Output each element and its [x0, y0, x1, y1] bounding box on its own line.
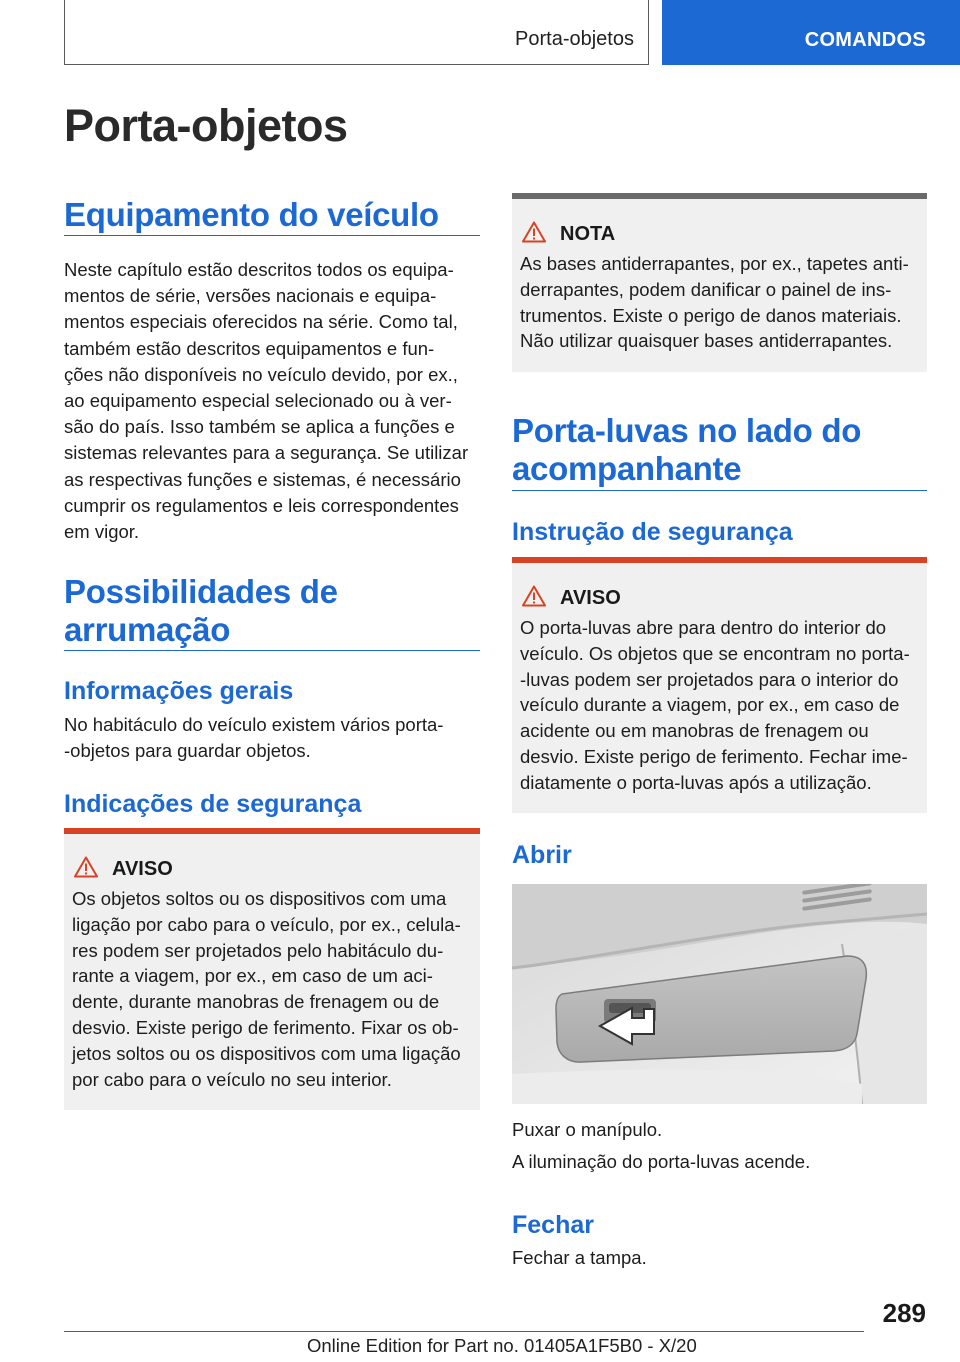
aviso-bar: [512, 557, 927, 563]
abrir-step-1: Puxar o manípulo.: [512, 1119, 663, 1140]
nota-title: NOTA: [560, 223, 616, 245]
heading-equipamento: Equipamento do veículo: [64, 196, 439, 233]
aviso-title: AVISO: [560, 587, 621, 609]
glovebox-photo: [512, 884, 927, 1104]
header-chapter-tab: [662, 0, 960, 65]
fechar-text: Fechar a tampa.: [512, 1247, 647, 1268]
nota-text: As bases antiderrapantes, por ex., tapetes anti‐ derrapantes, podem danificar o painel de ins‐ trumentos. Existe o perigo de danos materiais. Não utilizar quaisquer bases antiderrapantes.: [520, 253, 909, 352]
header-section-tab: [64, 0, 649, 65]
page-number: 289: [882, 1298, 926, 1328]
header-section-label: Porta-objetos: [515, 28, 634, 50]
informacoes-paragraph: No habitáculo do veículo existem vários porta‐ ‐objetos para guardar objetos.: [64, 714, 444, 762]
heading-fechar: Fechar: [512, 1211, 594, 1239]
aviso-box-right: [512, 557, 927, 813]
aviso-box-left: [64, 828, 480, 1110]
heading-porta-luvas: Porta-luvas no lado do acompanhante: [512, 412, 862, 487]
heading-instrucao: Instrução de segurança: [512, 518, 793, 546]
header-chapter-label: COMANDOS: [804, 29, 926, 51]
heading-abrir: Abrir: [512, 841, 572, 869]
footer-edition: Online Edition for Part no. 01405A1F5B0 - X/20: [307, 1335, 697, 1356]
footer-rule: [64, 1331, 864, 1332]
heading-rule: [64, 235, 480, 236]
heading-possibilidades: Possibilidades de arrumação: [64, 573, 338, 648]
aviso-title: AVISO: [112, 858, 173, 880]
aviso-text: Os objetos soltos ou os dispositivos com uma ligação por cabo para o veículo, por ex., celula‐ res podem ser projetados pelo habitáculo du‐ rante a viagem, por ex., em caso de um aci‐ dente, durante manobras de frenagem ou de desvio. Existe perigo de ferimento. Fixar os ob‐ jetos soltos ou os dispositivos com uma ligação por cabo para o veículo no seu interior.: [72, 888, 461, 1090]
aviso-text: O porta-luvas abre para dentro do interior do veículo. Os objetos que se encontram no porta‐ ‐luvas podem ser projetados para o interior do veículo durante a viagem, por ex., em caso de acidente ou em manobras de frenagem ou desvio. Existe perigo de ferimento. Fechar ime‐ diatamente o porta-luvas após a utilização.: [520, 617, 910, 793]
aviso-bar: [64, 828, 480, 834]
page-title: Porta-objetos: [64, 100, 348, 151]
heading-rule: [512, 490, 927, 491]
abrir-step-2: A iluminação do porta-luvas acende.: [512, 1151, 811, 1172]
nota-box: [512, 193, 927, 372]
heading-informacoes: Informações gerais: [64, 677, 294, 705]
heading-indicacoes: Indicações de segurança: [64, 790, 362, 818]
warning-triangle-icon: [522, 585, 546, 607]
warning-triangle-icon: [522, 221, 546, 243]
equipamento-paragraph: Neste capítulo estão descritos todos os equipa‐ mentos de série, versões nacionais e equipa‐ mentos especiais oferecidos na série. Como tal, também estão descritos equipamentos e fun‐ ções não disponíveis no veículo devido, por ex., ao equipamento especial selecionado ou à ver‐ são do país. Isso também se aplica a funções e sistemas relevantes para a segurança. Se utilizar as respectivas funções e sistemas, é necessário cumprir os regulamentos e leis correspondentes em vigor.: [64, 259, 469, 543]
heading-rule: [64, 650, 480, 651]
warning-triangle-icon: [74, 856, 98, 878]
nota-bar: [512, 193, 927, 199]
